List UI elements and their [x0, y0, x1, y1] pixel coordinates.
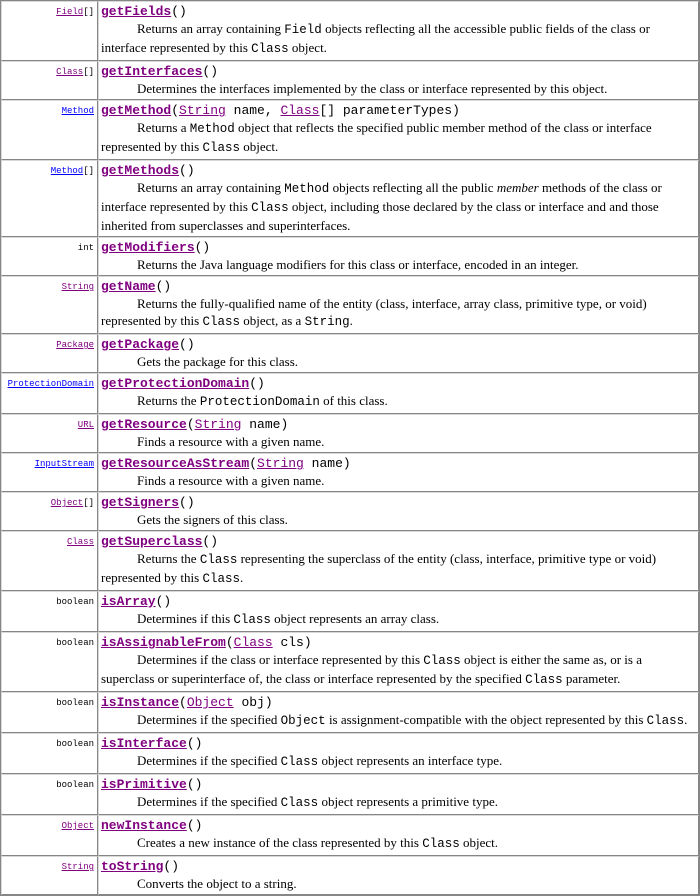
method-summary-rows — [1, 1, 699, 895]
return-type-cell — [1, 692, 98, 733]
code-text: Class — [233, 613, 271, 627]
method-link-isarray[interactable]: isArray — [101, 594, 156, 609]
method-link-getmethod[interactable]: getMethod — [101, 103, 172, 118]
description-text: methods of the class or interface represented by this — [101, 180, 662, 214]
method-link-getname[interactable]: getName — [101, 279, 156, 294]
method-signature — [101, 336, 695, 353]
code-text: () — [186, 818, 203, 833]
code-text: () — [179, 163, 195, 178]
link-field[interactable]: Field — [56, 7, 84, 17]
description-text: of this class. — [319, 393, 388, 408]
table-row — [1, 492, 699, 531]
method-description — [101, 793, 695, 812]
method-link-isinterface[interactable]: isInterface — [101, 736, 187, 751]
code-text: () — [179, 337, 195, 352]
description-text: object. — [288, 40, 327, 55]
description-text: Returns a — [137, 120, 190, 135]
method-signature — [101, 634, 695, 651]
code-text: () — [194, 240, 211, 255]
description-text: Determines if the specified — [137, 794, 281, 809]
code-text: Class — [202, 572, 240, 586]
return-type-cell — [1, 591, 98, 632]
method-description — [101, 179, 695, 234]
code-text: Object — [280, 714, 326, 728]
description-text: representing the superclass of the entity (class, interface, primitive type or void) represented by this — [101, 551, 657, 585]
description-text: objects reflecting all the public — [329, 180, 497, 195]
description-text: object represents an interface type. — [318, 753, 503, 768]
code-text: () — [155, 279, 172, 294]
return-type-cell — [1, 61, 98, 100]
link-class[interactable]: Class — [233, 635, 273, 650]
method-link-getmethods[interactable]: getMethods — [101, 163, 180, 178]
table-row — [1, 774, 699, 815]
code-text: () — [163, 859, 180, 874]
description-text: . — [684, 712, 688, 727]
link-object[interactable]: Object — [186, 695, 234, 710]
description-text: Determines the interfaces implemented by the class or interface represented by this object. — [137, 81, 608, 96]
return-type-cell — [1, 774, 98, 815]
description-text: parameter. — [562, 671, 621, 686]
link-class[interactable]: Class — [66, 537, 94, 547]
method-link-isinstance[interactable]: isInstance — [101, 695, 180, 710]
code-text: ( — [186, 417, 195, 432]
method-signature — [101, 3, 695, 20]
method-description — [101, 353, 695, 370]
link-url[interactable]: URL — [77, 420, 94, 430]
code-text: () — [179, 495, 195, 510]
method-cell — [98, 531, 699, 591]
method-link-getmodifiers[interactable]: getModifiers — [101, 240, 195, 255]
code-text: ( — [249, 456, 258, 471]
description-text: Returns an array containing — [137, 21, 285, 36]
return-type-cell — [1, 334, 98, 373]
table-row — [1, 61, 699, 100]
method-description — [101, 752, 695, 771]
code-text: () — [155, 594, 172, 609]
return-type-cell — [1, 531, 98, 591]
method-description — [101, 119, 695, 157]
code-text: () — [202, 534, 219, 549]
link-inputstream[interactable]: InputStream — [34, 459, 94, 469]
code-text: name) — [241, 417, 289, 432]
code-text: Class — [202, 315, 240, 329]
method-description — [101, 834, 695, 853]
description-text: Returns the — [137, 551, 200, 566]
description-text: Returns the Java language modifiers for this class or interface, encoded in an integer. — [137, 257, 579, 272]
table-row — [1, 414, 699, 453]
method-signature — [101, 593, 695, 610]
description-text: . — [349, 313, 353, 328]
description-text: object. — [459, 835, 498, 850]
method-link-newinstance[interactable]: newInstance — [101, 818, 187, 833]
method-signature — [101, 817, 695, 834]
code-text: boolean — [56, 739, 94, 749]
method-signature — [101, 858, 695, 875]
code-text: Method — [189, 122, 235, 136]
code-text: Method — [284, 182, 330, 196]
link-class[interactable]: Class — [280, 103, 320, 118]
description-text: object represents an array class. — [270, 611, 440, 626]
link-object[interactable]: Object — [50, 498, 84, 508]
method-signature — [101, 63, 695, 80]
link-package[interactable]: Package — [56, 340, 94, 350]
method-link-isassignablefrom[interactable]: isAssignableFrom — [101, 635, 226, 650]
code-text: int — [77, 243, 94, 253]
code-text: ( — [225, 635, 234, 650]
return-type-cell — [1, 632, 98, 692]
code-text: Class — [202, 141, 240, 155]
method-link-getsuperclass[interactable]: getSuperclass — [101, 534, 203, 549]
method-cell — [98, 632, 699, 692]
method-link-getsigners[interactable]: getSigners — [101, 495, 180, 510]
link-class[interactable]: Class — [56, 67, 84, 77]
code-text: Class — [251, 201, 289, 215]
code-text: () — [186, 777, 203, 792]
table-row — [1, 100, 699, 160]
table-row — [1, 531, 699, 591]
description-text: Determines if this — [137, 611, 234, 626]
return-type-cell — [1, 373, 98, 414]
code-text: Class — [199, 553, 238, 567]
code-text: Class — [251, 42, 289, 56]
method-signature — [101, 278, 695, 295]
code-text: Field — [284, 23, 322, 37]
code-text: [] — [83, 498, 94, 508]
code-text: () — [171, 4, 187, 19]
code-text: Class — [422, 837, 460, 851]
method-description — [101, 472, 695, 489]
code-text: Class — [423, 654, 461, 668]
method-cell — [98, 591, 699, 632]
method-signature — [101, 162, 695, 179]
method-description — [101, 610, 695, 629]
description-text: Converts the object to a string. — [137, 876, 297, 891]
method-cell — [98, 453, 699, 492]
method-link-getresource[interactable]: getResource — [101, 417, 187, 432]
method-cell — [98, 856, 699, 895]
method-link-getprotectiondomain[interactable]: getProtectionDomain — [101, 376, 250, 391]
description-text: Returns the — [137, 393, 200, 408]
method-cell — [98, 276, 699, 334]
method-link-getfields[interactable]: getFields — [101, 4, 172, 19]
emphasized-text: member — [496, 180, 539, 195]
method-link-isprimitive[interactable]: isPrimitive — [101, 777, 187, 792]
return-type-cell — [1, 276, 98, 334]
method-link-getinterfaces[interactable]: getInterfaces — [101, 64, 203, 79]
code-text: boolean — [56, 698, 94, 708]
method-link-getpackage[interactable]: getPackage — [101, 337, 180, 352]
method-description — [101, 651, 695, 689]
return-type-cell — [1, 492, 98, 531]
return-type-cell — [1, 100, 98, 160]
description-text: Creates a new instance of the class represented by this — [137, 835, 423, 850]
method-signature — [101, 735, 695, 752]
description-text: Gets the signers of this class. — [137, 512, 288, 527]
return-type-cell — [1, 1, 98, 61]
code-text: obj) — [233, 695, 273, 710]
method-description — [101, 80, 695, 97]
description-text: Finds a resource with a given name. — [137, 434, 325, 449]
code-text: Class — [280, 755, 319, 769]
description-text: Gets the package for this class. — [137, 354, 299, 369]
code-text: Class — [280, 796, 319, 810]
method-signature — [101, 375, 695, 392]
table-row — [1, 632, 699, 692]
table-row — [1, 237, 699, 276]
table-row — [1, 373, 699, 414]
method-cell — [98, 774, 699, 815]
code-text: Class — [525, 673, 563, 687]
description-text: object, including those declared by the class or interface and and those inherited from superclasses and superinterfaces. — [101, 199, 659, 233]
link-method[interactable]: Method — [61, 106, 94, 116]
code-text: Class — [646, 714, 685, 728]
method-signature — [101, 455, 695, 472]
method-cell — [98, 733, 699, 774]
code-text: name) — [303, 456, 351, 471]
method-description — [101, 550, 695, 588]
table-row — [1, 856, 699, 895]
description-text: object, as a — [239, 313, 305, 328]
code-text: () — [186, 736, 203, 751]
table-row — [1, 591, 699, 632]
description-text: . — [239, 570, 244, 585]
method-cell — [98, 61, 699, 100]
code-text: ( — [171, 103, 180, 118]
method-link-tostring[interactable]: toString — [101, 859, 164, 874]
code-text: cls) — [272, 635, 312, 650]
code-text: ProtectionDomain — [199, 395, 320, 409]
link-string[interactable]: String — [179, 103, 226, 118]
method-description — [101, 511, 695, 528]
table-row — [1, 276, 699, 334]
method-cell — [98, 160, 699, 237]
method-link-getresourceasstream[interactable]: getResourceAsStream — [101, 456, 250, 471]
method-signature — [101, 239, 695, 256]
table-row — [1, 334, 699, 373]
method-cell — [98, 414, 699, 453]
method-cell — [98, 237, 699, 276]
description-text: Returns the fully-qualified name of the entity (class, interface, array class, primitive type, or void) represented by this — [101, 296, 647, 328]
link-string[interactable]: String — [194, 417, 242, 432]
code-text: [] — [83, 7, 94, 17]
return-type-cell — [1, 733, 98, 774]
method-signature — [101, 533, 695, 550]
description-text: Returns an array containing — [137, 180, 285, 195]
method-signature — [101, 694, 695, 711]
code-text: boolean — [56, 597, 94, 607]
method-cell — [98, 692, 699, 733]
code-text: boolean — [56, 780, 94, 790]
return-type-cell — [1, 856, 98, 895]
code-text: ( — [179, 695, 187, 710]
code-text: String — [304, 315, 350, 329]
code-text: [] — [83, 67, 94, 77]
table-row — [1, 160, 699, 237]
method-description — [101, 711, 695, 730]
description-text: Determines if the class or interface represented by this — [137, 652, 424, 667]
method-description — [101, 20, 695, 58]
method-cell — [98, 492, 699, 531]
code-text: [] parameterTypes) — [319, 103, 460, 118]
link-protectiondomain[interactable]: ProtectionDomain — [7, 379, 94, 389]
method-description — [101, 295, 695, 331]
table-row — [1, 1, 699, 61]
method-description — [101, 875, 695, 892]
method-signature — [101, 776, 695, 793]
link-string[interactable]: String — [61, 862, 94, 872]
table-row — [1, 453, 699, 492]
description-text: object is either the same as, or is a superclass or superinterface of, the class or interface represented by the specified — [101, 652, 642, 686]
link-object[interactable]: Object — [61, 821, 94, 831]
table-row — [1, 692, 699, 733]
description-text: object that reflects the specified public member method of the class or interface represented by this — [101, 120, 652, 154]
code-text: () — [249, 376, 265, 391]
method-signature — [101, 102, 695, 119]
method-signature — [101, 494, 695, 511]
method-description — [101, 433, 695, 450]
description-text: is assignment-compatible with the object represented by this — [325, 712, 647, 727]
method-cell — [98, 334, 699, 373]
link-method[interactable]: Method — [50, 166, 84, 176]
method-description — [101, 256, 695, 273]
code-text: name, — [225, 103, 281, 118]
code-text: boolean — [56, 638, 94, 648]
description-text: Finds a resource with a given name. — [137, 473, 325, 488]
description-text: Determines if the specified — [137, 712, 281, 727]
method-cell — [98, 100, 699, 160]
method-signature — [101, 416, 695, 433]
return-type-cell — [1, 160, 98, 237]
description-text: object. — [239, 139, 279, 154]
method-cell — [98, 1, 699, 61]
link-string[interactable]: String — [61, 282, 94, 292]
link-string[interactable]: String — [257, 456, 304, 471]
return-type-cell — [1, 237, 98, 276]
method-description — [101, 392, 695, 411]
table-row — [1, 733, 699, 774]
description-text: objects reflecting all the accessible public fields of the class or interface represented by this — [101, 21, 650, 55]
return-type-cell — [1, 414, 98, 453]
description-text: object represents a primitive type. — [318, 794, 498, 809]
return-type-cell — [1, 453, 98, 492]
code-text: [] — [83, 166, 94, 176]
description-text: Determines if the specified — [137, 753, 281, 768]
code-text: () — [202, 64, 219, 79]
method-cell — [98, 373, 699, 414]
